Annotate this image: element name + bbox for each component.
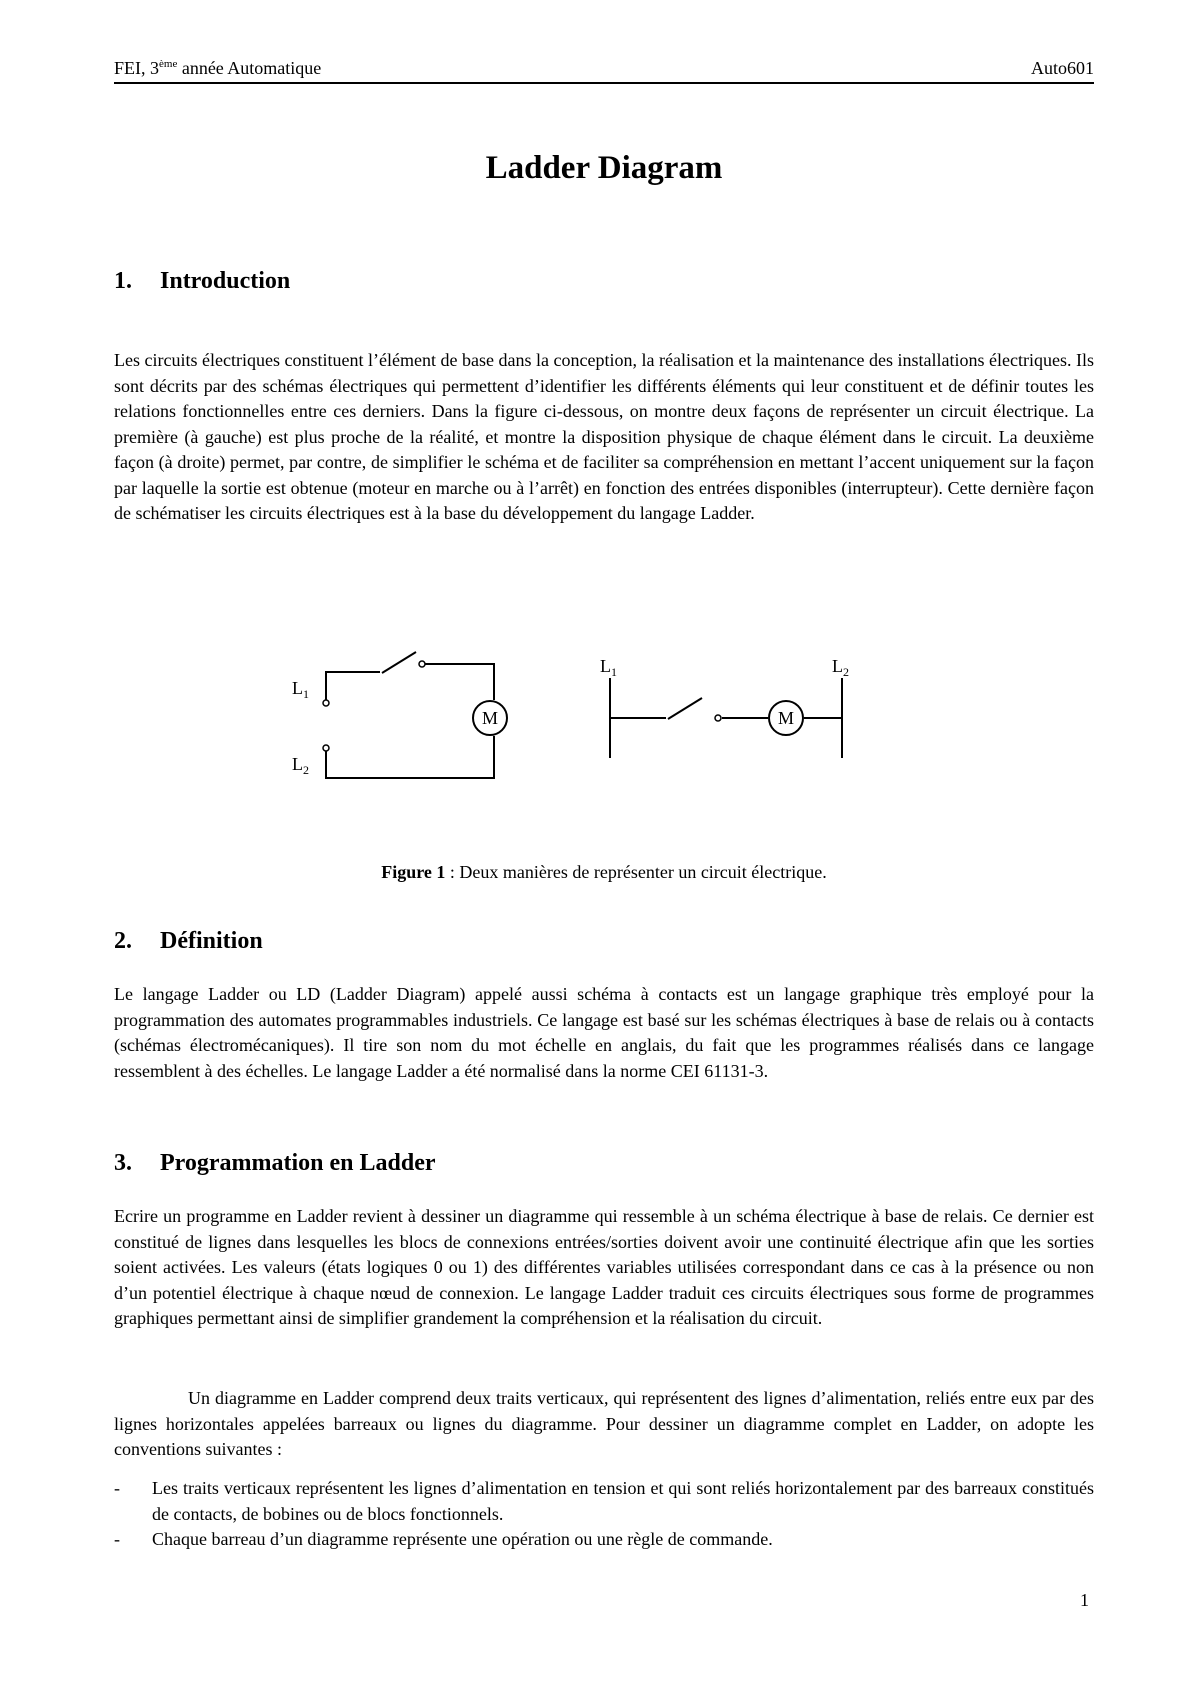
right-switch-contact: [715, 715, 721, 721]
left-switch-blade: [382, 652, 416, 673]
left-l1-terminal: [323, 700, 329, 706]
circuit-diagrams: [270, 640, 870, 800]
figure-labels: [292, 656, 849, 777]
figure-circuits: [270, 640, 870, 800]
page-number: 1: [1080, 1590, 1089, 1610]
page-header: [114, 58, 1094, 84]
header-right: Auto601: [1031, 58, 1094, 78]
list-item: - Chaque barreau d’un diagramme représente une opération ou une règle de commande.: [114, 1529, 773, 1549]
left-wire-top-right: [424, 664, 494, 700]
section-heading-definition: 2. Définition: [114, 928, 263, 954]
left-switch-contact: [419, 661, 425, 667]
left-l1-label: $L_1$: [292, 678, 309, 701]
left-l2-label: $L_2$: [292, 754, 309, 777]
left-l2-terminal: [323, 745, 329, 751]
intro-paragraph: Les circuits électriques constituent l’élément de base dans la conception, la réalisation et la maintenance des installations électriques. Ils sont décrits par des schémas électriques qui permettent d’identifier les différents éléments qui leur constituent et de définir toutes les relations fonctionnelles entre ces derniers. Dans la figure ci-dessous, on montre deux façons de représenter un circuit électrique. La première (à gauche) est plus proche de la réalité, et montre la disposition physique de chaque élément dans le circuit. La deuxième façon (à droite) permet, par contre, de simplifier le schéma et de faciliter sa compréhension en mettant l’accent uniquement sur la façon par laquelle la sortie est obtenue (moteur en marche ou à l’arrêt) en fonction des entrées disponibles (interrupteur). Cette dernière façon de schématiser les circuits électriques est à la base du développement du langage Ladder.: [114, 350, 1094, 523]
contact-points: [323, 661, 721, 751]
right-l1-label: $L_1$: [600, 656, 617, 679]
right-l2-label: $L_2$: [832, 656, 849, 679]
left-wire-bottom: [326, 736, 494, 778]
right-switch-blade: [668, 698, 702, 719]
page-title: Ladder Diagram: [485, 150, 723, 186]
header-left: FEI, 3ème année Automatique: [114, 58, 322, 78]
figure-caption: Figure 1 : Deux manières de représenter un circuit électrique.: [381, 862, 827, 882]
definition-paragraph: Le langage Ladder ou LD (Ladder Diagram) appelé aussi schéma à contacts est un langage graphique très employé pour la programmation des automates programmables industriels. Ce langage est basé sur les schémas électriques à base de relais ou à contacts (schémas électromécaniques). Il tire son nom du mot échelle en anglais, du fait que les programmes réalisés dans ce langage ressemblent à des échelles. Le langage Ladder a été normalisé dans la norme CEI 61131-3.: [114, 984, 1094, 1081]
left-motor-label: M: [481, 708, 499, 728]
conventions-list: [114, 1476, 1094, 1553]
list-item: - Les traits verticaux représentent les lignes d’alimentation en tension et qui sont reliés horizontalement par des barreaux constitués de contacts, de bobines ou de blocs fonctionnels.: [114, 1478, 1094, 1524]
right-motor-label: M: [777, 708, 795, 728]
programmation-paragraph-2: Un diagramme en Ladder comprend deux traits verticaux, qui représentent des lignes d’alimentation, reliés entre eux par des lignes horizontales appelées barreaux ou lignes du diagramme. Pour dessiner un diagramme complet en Ladder, on adopte les conventions suivantes :: [114, 1388, 1094, 1459]
section-heading-programmation: 3. Programmation en Ladder: [114, 1150, 436, 1176]
left-wire-top-left: [326, 672, 380, 702]
left-circuit-wires: [326, 652, 842, 778]
programmation-paragraph-1: Ecrire un programme en Ladder revient à dessiner un diagramme qui ressemble à un schéma électrique à base de relais. Ce dernier est constitué de lignes dans lesquelles les blocs de connexions entrées/sorties doivent avoir une continuité électrique afin que les sorties soient activées. Les valeurs (états logiques 0 ou 1) des différentes variables utilisées correspondant dans ce cas à la présence ou non d’un potentiel électrique à chaque nœud de connexion. Le langage Ladder traduit ces circuits électriques sous forme de programmes graphiques permettant ainsi de simplifier grandement la compréhension et la réalisation du circuit.: [114, 1206, 1094, 1328]
section-heading-introduction: 1. Introduction: [114, 268, 291, 294]
